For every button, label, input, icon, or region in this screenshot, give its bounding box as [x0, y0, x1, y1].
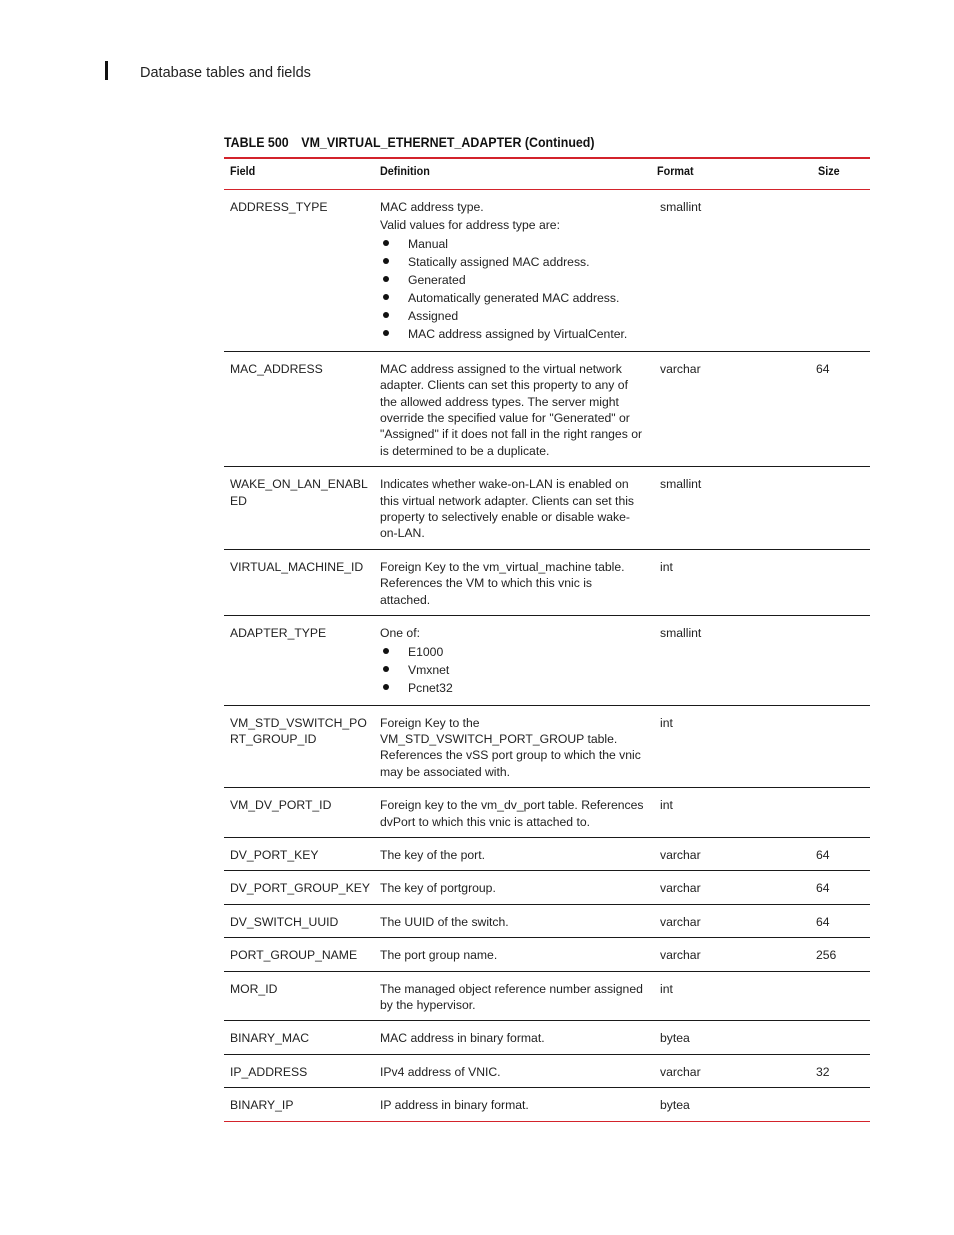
cell-size: [812, 616, 870, 705]
definition-text: The managed object reference number assigned by the hypervisor.: [380, 981, 643, 1012]
cell-format: int: [660, 798, 673, 813]
cell-definition: [374, 938, 651, 971]
bullet-text: Statically assigned MAC address.: [408, 254, 590, 269]
definition-text: MAC address in binary format.: [380, 1031, 545, 1046]
cell-size: [812, 549, 870, 615]
cell-definition: [374, 190, 651, 352]
cell-format: int: [660, 559, 673, 574]
bullet-item: [380, 236, 645, 252]
definition-text: The key of portgroup.: [380, 881, 496, 896]
definition-text: Foreign Key to the vm_virtual_machine table. References the VM to which this vnic is attached.: [380, 559, 625, 607]
column-header-definition: Definition: [380, 164, 430, 178]
cell-size: [812, 788, 870, 838]
table-row: [224, 190, 870, 352]
cell-definition: [374, 871, 651, 904]
definition-text: One of:: [380, 626, 420, 641]
cell-size: [812, 467, 870, 550]
bullet-item: [380, 680, 645, 696]
cell-definition: [374, 351, 651, 466]
cell-field: DV_SWITCH_UUID: [230, 914, 339, 929]
cell-field: BINARY_IP: [230, 1098, 294, 1113]
table-caption: [224, 135, 595, 150]
cell-field: PORT_GROUP_NAME: [230, 948, 358, 963]
bullet-text: E1000: [408, 644, 444, 659]
table-row: [224, 788, 870, 838]
cell-definition: [374, 788, 651, 838]
table-row: [224, 871, 870, 904]
bullet-text: Automatically generated MAC address.: [408, 290, 620, 305]
cell-definition: [374, 837, 651, 870]
table-row: [224, 1021, 870, 1054]
cell-size: 256: [816, 948, 837, 963]
cell-format: int: [660, 981, 673, 996]
bullet-item: [380, 290, 645, 306]
field-table: [224, 157, 870, 1122]
bullet-text: MAC address assigned by VirtualCenter.: [408, 326, 628, 341]
running-head: Database tables and fields: [140, 65, 311, 81]
bullet-icon: [383, 258, 389, 264]
table-row: [224, 1054, 870, 1087]
bullet-item: [380, 662, 645, 678]
cell-field: WAKE_ON_LAN_ENABLED: [230, 477, 368, 508]
cell-definition: [374, 1054, 651, 1087]
bullet-list: [380, 236, 645, 342]
bullet-icon: [383, 276, 389, 282]
cell-size: 64: [816, 847, 830, 862]
cell-size: [812, 705, 870, 788]
cell-format: bytea: [660, 1031, 690, 1046]
cell-field: ADDRESS_TYPE: [230, 200, 328, 214]
cell-field: ADAPTER_TYPE: [230, 626, 327, 641]
table-number: TABLE 500: [224, 135, 289, 150]
definition-text: Valid values for address type are:: [380, 218, 560, 233]
cell-format: varchar: [660, 1064, 701, 1079]
cell-definition: [374, 616, 651, 705]
definition-text: Foreign key to the vm_dv_port table. References dvPort to which this vnic is attached to.: [380, 798, 644, 829]
table-row: [224, 705, 870, 788]
bullet-icon: [383, 666, 389, 672]
bullet-icon: [383, 330, 389, 336]
table-row: [224, 938, 870, 971]
definition-text: Indicates whether wake-on-LAN is enabled on this virtual network adapter. Clients can set this property to selectively enable or disable wake-on-LAN.: [380, 477, 635, 541]
cell-format: varchar: [660, 914, 701, 929]
cell-definition: [374, 549, 651, 615]
definition-text: Foreign Key to the VM_STD_VSWITCH_PORT_GROUP table. References the vSS port group to which the vnic may be associated with.: [380, 715, 641, 779]
table-body: [224, 190, 870, 1122]
column-header-format: Format: [657, 164, 694, 178]
cell-size: [812, 1021, 870, 1054]
cell-size: [812, 190, 870, 352]
cell-format: smallint: [660, 200, 702, 214]
cell-field: VM_DV_PORT_ID: [230, 798, 332, 813]
cell-format: bytea: [660, 1098, 690, 1113]
bullet-item: [380, 254, 645, 270]
definition-text: MAC address assigned to the virtual network adapter. Clients can set this property to any of the allowed address types. The server might override the specified value for "Generated" or "Assigned" if it does not fall in the right ranges or is determined to be a duplicate.: [380, 361, 643, 458]
column-header-field: Field: [230, 164, 256, 178]
definition-text: The key of the port.: [380, 847, 486, 862]
cell-field: DV_PORT_GROUP_KEY: [230, 881, 370, 896]
table-row: [224, 904, 870, 937]
column-header-size: Size: [818, 164, 840, 178]
cell-size: 64: [816, 914, 830, 929]
cell-field: DV_PORT_KEY: [230, 847, 319, 862]
bullet-item: [380, 644, 645, 660]
cell-size: 32: [816, 1064, 830, 1079]
table-row: [224, 549, 870, 615]
cell-size: 64: [816, 361, 830, 376]
definition-text: MAC address type.: [380, 200, 484, 214]
cell-format: varchar: [660, 881, 701, 896]
bullet-item: [380, 326, 645, 342]
bullet-text: Generated: [408, 272, 466, 287]
bullet-icon: [383, 648, 389, 654]
cell-format: varchar: [660, 361, 701, 376]
cell-size: [812, 971, 870, 1021]
bullet-text: Pcnet32: [408, 680, 453, 695]
cell-format: smallint: [660, 626, 702, 641]
cell-definition: [374, 467, 651, 550]
cell-format: varchar: [660, 847, 701, 862]
cell-definition: [374, 1088, 651, 1121]
cell-size: 64: [816, 881, 830, 896]
table-row: [224, 351, 870, 466]
cell-field: VIRTUAL_MACHINE_ID: [230, 559, 364, 574]
cell-format: varchar: [660, 948, 701, 963]
bullet-icon: [383, 240, 389, 246]
definition-text: The UUID of the switch.: [380, 914, 509, 929]
field-table-container: [224, 157, 870, 1122]
bullet-icon: [383, 312, 389, 318]
cell-format: int: [660, 715, 673, 730]
change-bar: [105, 61, 108, 80]
table-row: [224, 837, 870, 870]
bullet-text: Vmxnet: [408, 662, 450, 677]
cell-field: IP_ADDRESS: [230, 1064, 308, 1079]
definition-text: IPv4 address of VNIC.: [380, 1064, 501, 1079]
cell-size: [812, 1088, 870, 1121]
definition-text: IP address in binary format.: [380, 1098, 529, 1113]
cell-definition: [374, 904, 651, 937]
bullet-icon: [383, 684, 389, 690]
table-row: [224, 971, 870, 1021]
cell-definition: [374, 971, 651, 1021]
bullet-list: [380, 644, 645, 696]
bullet-text: Manual: [408, 236, 448, 251]
cell-field: BINARY_MAC: [230, 1031, 310, 1046]
table-row: [224, 467, 870, 550]
cell-format: smallint: [660, 477, 702, 492]
definition-text: The port group name.: [380, 948, 498, 963]
cell-field: VM_STD_VSWITCH_PORT_GROUP_ID: [230, 715, 367, 746]
bullet-text: Assigned: [408, 308, 459, 323]
bullet-icon: [383, 294, 389, 300]
table-row: [224, 616, 870, 705]
bullet-item: [380, 308, 645, 324]
table-title: VM_VIRTUAL_ETHERNET_ADAPTER (Continued): [301, 135, 595, 150]
cell-definition: [374, 705, 651, 788]
cell-definition: [374, 1021, 651, 1054]
cell-field: MOR_ID: [230, 981, 278, 996]
bullet-item: [380, 272, 645, 288]
table-row: [224, 1088, 870, 1121]
table-header-row: [224, 158, 870, 190]
cell-field: MAC_ADDRESS: [230, 361, 323, 376]
